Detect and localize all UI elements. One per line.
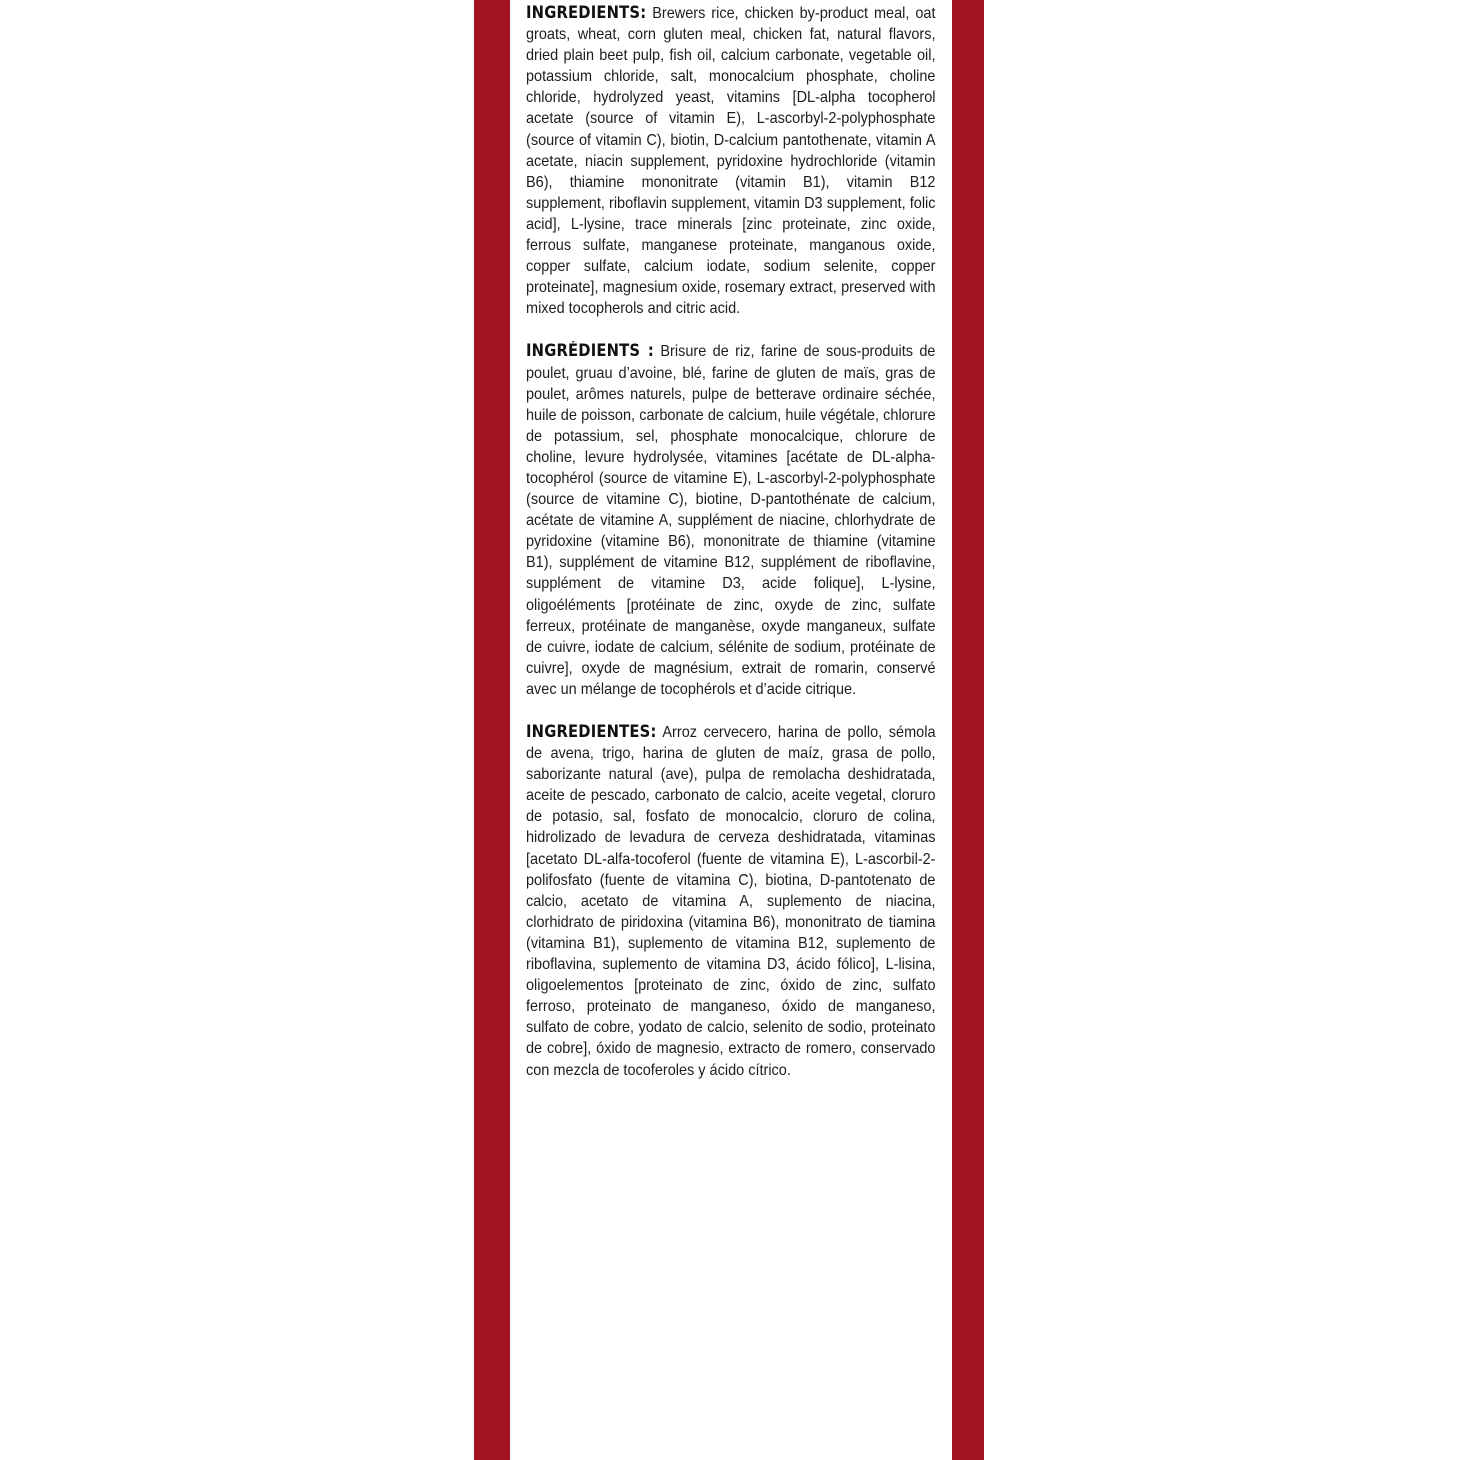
ingredients-english-text: Brewers rice, chicken by-product meal, oat groats, wheat, corn gluten meal, chicken fat, natural flavors, dried plain beet pulp, fish oil, calcium carbonate, vegetable oil, potassium chloride, salt, monocalcium phosphate, choline chloride, hydrolyzed yeast, vitamins [DL-alpha tocopherol acetate (source of vitamin E), L-ascorbyl-2-polyphosphate (source of vitamin C), biotin, D-calcium pantothenate, vitamin A acetate, niacin supplement, pyridoxine hydrochloride (vitamin B6), thiamine mononitrate (vitamin B1), vitamin B12 supplement, riboflavin supplement, vitamin D3 supplement, folic acid], L-lysine, trace minerals [zinc proteinate, zinc oxide, ferrous sulfate, manganese proteinate, manganous oxide, copper sulfate, calcium iodate, sodium selenite, copper proteinate], magnesium oxide, rosemary extract, preserved with mixed tocopherols and citric acid.: [526, 4, 936, 318]
ingredient-label-panel: [474, 0, 984, 1460]
ingredients-spanish-text: Arroz cervecero, harina de pollo, sémola de avena, trigo, harina de gluten de maíz, grasa de pollo, saborizante natural (ave), pulpa de remolacha deshidratada, aceite de pescado, carbonato de calcio, aceite vegetal, cloruro de potasio, sal, fosfato de monocalcio, cloruro de colina, hidrolizado de levadura de cerveza deshidratada, vitaminas [acetato DL-alfa-tocoferol (fuente de vitamina E), L-ascorbil-2-polifosfato (fuente de vitamina C), biotina, D-pantotenato de calcio, acetato de vitamina A, suplemento de niacina, clorhidrato de piridoxina (vitamina B6), mononitrato de tiamina (vitamina B1), suplemento de vitamina B12, suplemento de riboflavina, suplemento de vitamina D3, ácido fólico], L-lisina, oligoelementos [proteinato de zinc, óxido de zinc, sulfato ferroso, proteinato de manganeso, óxido de manganeso, sulfato de cobre, yodato de calcio, selenito de sodio, proteinato de cobre], óxido de magnesio, extracto de romero, conservado con mezcla de tocoferoles y ácido cítrico.: [526, 723, 936, 1079]
ingredients-spanish: [526, 721, 936, 1081]
ingredients-english: [526, 2, 936, 319]
ingredient-list: [526, 2, 936, 1102]
ingredients-french-heading: INGRÉDIENTS :: [526, 341, 654, 361]
ingredients-french: [526, 340, 936, 700]
ingredients-english-heading: INGREDIENTS:: [526, 3, 647, 22]
ingredients-french-text: Brisure de riz, farine de sous-produits de poulet, gruau d’avoine, blé, farine de gluten de maïs, gras de poulet, arômes naturels, pulpe de betterave ordinaire séchée, huile de poisson, carbonate de calcium, huile végétale, chlorure de potassium, sel, phosphate monocalcique, chlorure de choline, levure hydrolysée, vitamines [acétate de DL-alpha-tocophérol (source de vitamine E), L-ascorbyl-2-polyphosphate (source de vitamine C), biotine, D-pantothénate de calcium, acétate de vitamine A, supplément de niacine, chlorhydrate de pyridoxine (vitamine B6), mononitrate de thiamine (vitamine B1), supplément de vitamine B12, supplément de riboflavine, supplément de vitamine D3, acide folique], L-lysine, oligoéléments [protéinate de zinc, oxyde de zinc, sulfate ferreux, protéinate de manganèse, oxyde manganeux, sulfate de cuivre, iodate de calcium, sélénite de sodium, protéinate de cuivre], oxyde de magnésium, extrait de romarin, conservé avec un mélange de tocophérols et d’acide citrique.: [526, 342, 936, 698]
ingredients-spanish-heading: INGREDIENTES:: [526, 722, 657, 741]
